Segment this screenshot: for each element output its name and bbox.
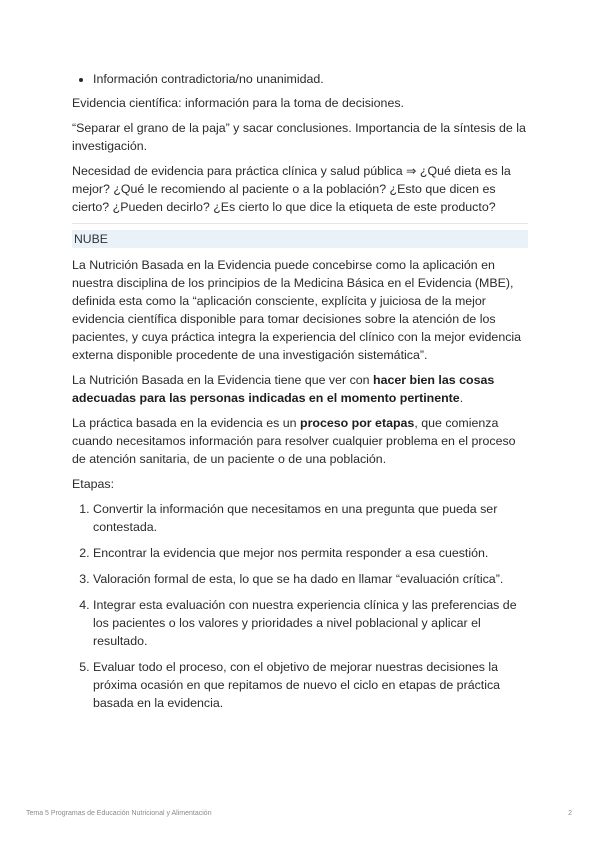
paragraph-evidence-definition: Evidencia científica: información para la toma de decisiones. xyxy=(72,96,404,110)
paragraph-process xyxy=(72,414,528,468)
paragraph-need-evidence: Necesidad de evidencia para práctica clínica y salud pública ⇒ ¿Qué dieta es la mejor? ¿Qué le recomiendo al paciente o a la población? ¿Esto que dicen es cierto? ¿Pueden decirlo? ¿Es cierto lo que dice la etiqueta de este producto? xyxy=(72,164,511,214)
stage-item: 5. Evaluar todo el proceso, con el objetivo de mejorar nuestras decisiones la próxima ocasión en que repitamos de nuevo el ciclo en etapas de práctica basada en la evidencia. xyxy=(93,658,528,712)
text-run: La práctica basada en la evidencia es un xyxy=(72,416,301,430)
footer-title: Tema 5 Programas de Educación Nutricional y Alimentación xyxy=(26,810,212,817)
text-run: , que comienza cuando necesitamos información para resolver cualquier problema en el proceso de atención sanitaria, de un paciente o de una población. xyxy=(72,416,516,466)
text-run: . xyxy=(459,391,464,405)
stage-item: 4. Integrar esta evaluación con nuestra experiencia clínica y las preferencias de los pacientes o los valores y prioridades a nivel poblacional y aplicar el resultado. xyxy=(93,596,528,650)
paragraph-separate-grain: “Separar el grano de la paja” y sacar conclusiones. Importancia de la síntesis de la investigación. xyxy=(72,121,526,153)
bullet-list xyxy=(72,70,528,88)
paragraph-nube-definition: La Nutrición Basada en la Evidencia puede concebirse como la aplicación en nuestra disciplina de los principios de la Medicina Básica en el Evidencia (MBE), definida esta como la “aplicación consciente, explícita y juiciosa de la mejor evidencia científica disponible para tomar decisiones sobre la atención de los pacientes, y cuya práctica integra la experiencia del clínico con la mejor evidencia externa disponible procedente de una investigación sistemática”. xyxy=(72,258,522,362)
stage-item: 3. Valoración formal de esta, lo que se ha dado en llamar “evaluación crítica”. xyxy=(93,570,528,588)
bullet-item: • Información contradictoria/no unanimidad. xyxy=(93,70,528,88)
stage-item: 1. Convertir la información que necesitamos en una pregunta que pueda ser contestada. xyxy=(93,500,528,536)
section-divider xyxy=(72,223,528,224)
stage-item: 2. Encontrar la evidencia que mejor nos permita responder a esa cuestión. xyxy=(93,544,528,562)
callout-label: NUBE xyxy=(72,230,528,248)
page-footer xyxy=(26,810,572,817)
text-run: La Nutrición Basada en la Evidencia tiene que ver con xyxy=(72,373,374,387)
page-number: 2 xyxy=(568,810,572,817)
stages-label: Etapas: xyxy=(72,477,115,491)
paragraph-nube-purpose xyxy=(72,371,528,407)
bold-text: hacer bien las cosas adecuadas para las personas indicadas en el momento pertinente xyxy=(72,373,495,405)
stages-list xyxy=(72,500,528,712)
document-body xyxy=(72,70,528,720)
bold-text: proceso por etapas xyxy=(300,416,415,430)
